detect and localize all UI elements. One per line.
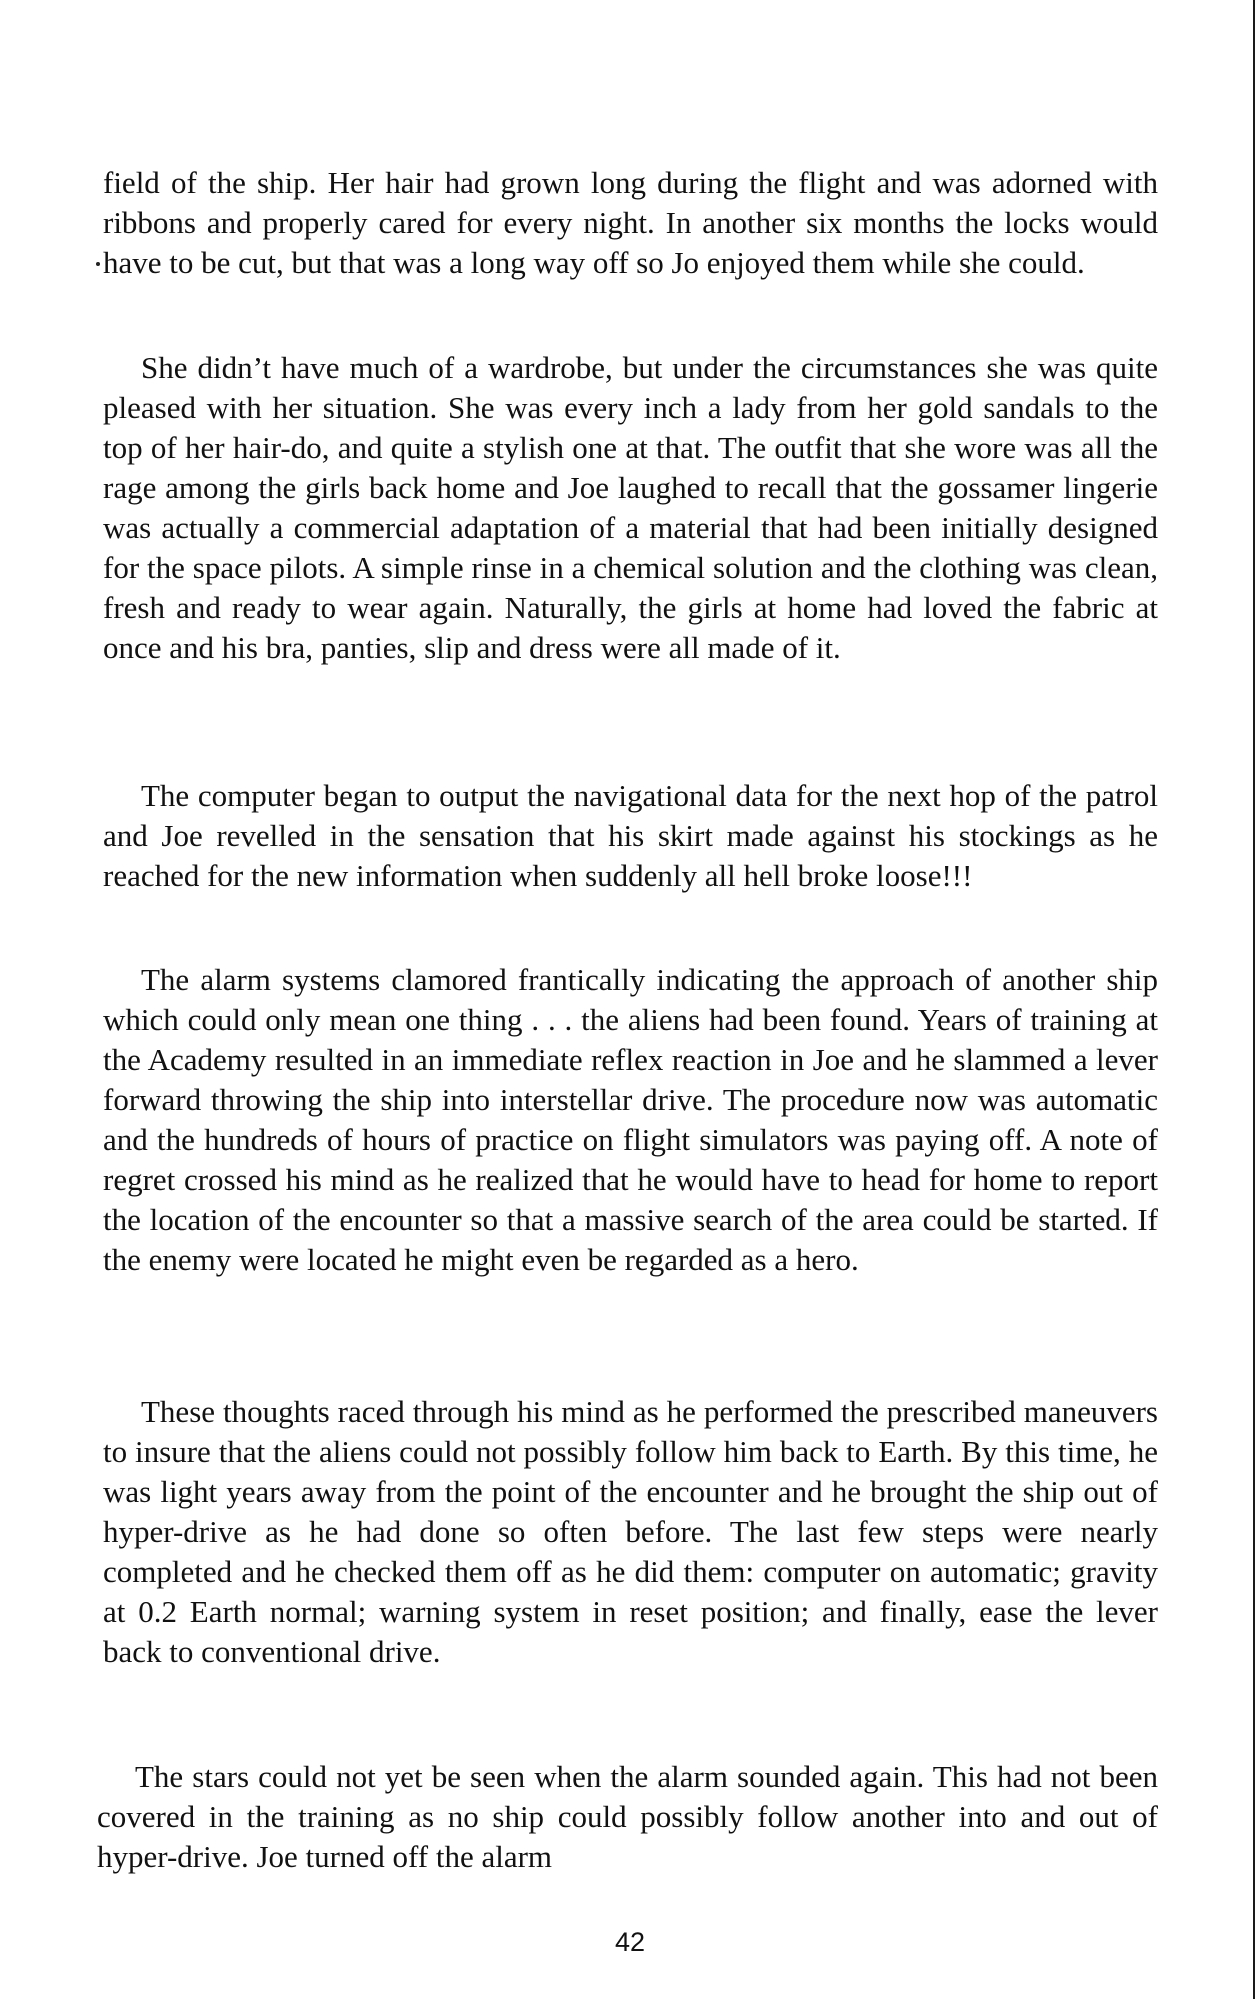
stray-ink-dot [96, 262, 100, 266]
paragraph-text: The alarm systems clamored frantically indicating the approach of another ship which could only mean one thing . . . the aliens had been found. Years of training at the Academy resulted in an immediate reflex reaction in Joe and he slammed a lever forward throwing the ship into interstellar drive. The procedure now was automatic and the hundreds of hours of practice on flight simulators was paying off. A note of regret crossed his mind as he realized that he would have to head for home to report the location of the encounter so that a massive search of the area could be started. If the enemy were located he might even be regarded as a hero. [103, 962, 1158, 1277]
paragraph-text: The computer began to output the navigational data for the next hop of the patrol and Joe revelled in the sensation that his skirt made against his stockings as he reached for the new information when suddenly all hell broke loose!!! [103, 778, 1158, 893]
paragraph-text: field of the ship. Her hair had grown long during the flight and was adorned with ribbons and properly cared for every night. In another six months the locks would have to be cut, but that was a long way off so Jo enjoyed them while she could. [103, 165, 1158, 280]
paragraph-text: The stars could not yet be seen when the alarm sounded again. This had not been covered in the training as no ship could possibly follow another into and out of hyper-drive. Joe turned off the alarm [97, 1759, 1158, 1874]
paragraph-1 [103, 163, 1158, 283]
paragraph-3 [103, 776, 1158, 896]
paragraph-text: She didn’t have much of a wardrobe, but under the circumstances she was quite pleased with her situation. She was every inch a lady from her gold sandals to the top of her hair-do, and quite a stylish one at that. The outfit that she wore was all the rage among the girls back home and Joe laughed to recall that the gossamer lingerie was actually a commercial adaptation of a material that had been initially designed for the space pilots. A simple rinse in a chemical solution and the clothing was clean, fresh and ready to wear again. Naturally, the girls at home had loved the fabric at once and his bra, panties, slip and dress were all made of it. [103, 350, 1158, 665]
paragraph-2 [103, 348, 1158, 668]
paragraph-4 [103, 960, 1158, 1280]
paragraph-6 [97, 1757, 1158, 1877]
page-number: 42 [614, 1927, 646, 1957]
page-edge-rule [1253, 0, 1255, 1999]
paragraph-5 [103, 1392, 1158, 1672]
paragraph-text: These thoughts raced through his mind as he performed the prescribed maneuvers to insure that the aliens could not possibly follow him back to Earth. By this time, he was light years away from the point of the encounter and he brought the ship out of hyper-drive as he had done so often before. The last few steps were nearly completed and he checked them off as he did them: computer on automatic; gravity at 0.2 Earth normal; warning system in reset position; and finally, ease the lever back to conventional drive. [103, 1394, 1158, 1669]
